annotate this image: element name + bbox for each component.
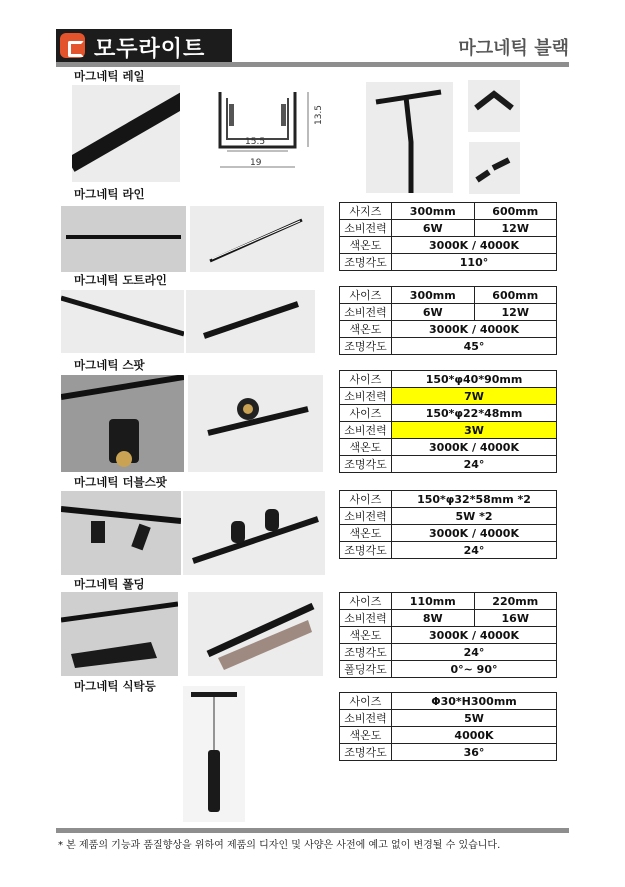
spec-table-line — [339, 202, 557, 271]
spec-label: 사이즈 — [340, 287, 392, 304]
spec-label: 소비전력 — [340, 220, 392, 237]
spec-label: 소비전력 — [340, 304, 392, 321]
table-row — [340, 491, 557, 508]
spec-value: 6W — [392, 304, 475, 321]
spec-table-double-spot — [339, 490, 557, 559]
spec-label: 조명각도 — [340, 542, 392, 559]
spec-label: 조명각도 — [340, 644, 392, 661]
spec-value: 4000K — [392, 727, 557, 744]
spec-label: 사이즈 — [340, 693, 392, 710]
table-row — [340, 525, 557, 542]
spec-label: 사지즈 — [340, 203, 392, 220]
spec-value: 6W — [392, 220, 475, 237]
table-row — [340, 593, 557, 610]
table-row — [340, 338, 557, 355]
spec-value: 3000K / 4000K — [392, 237, 557, 254]
table-row — [340, 405, 557, 422]
section-title-folding: 마그네틱 폴딩 — [74, 577, 145, 591]
section-title-spot: 마그네틱 스팟 — [74, 358, 145, 372]
table-row — [340, 644, 557, 661]
table-row — [340, 237, 557, 254]
rail-corner-connector-photo — [468, 80, 520, 132]
rail-dim-inner: 15.5 — [245, 137, 266, 147]
spec-value: 300mm — [392, 203, 475, 220]
spec-label: 조명각도 — [340, 456, 392, 473]
table-row — [340, 371, 557, 388]
table-row — [340, 710, 557, 727]
spec-table-dot-line — [339, 286, 557, 355]
spec-value: 3000K / 4000K — [392, 525, 557, 542]
spec-value: 3000K / 4000K — [392, 627, 557, 644]
spec-value: 24° — [392, 644, 557, 661]
table-row — [340, 304, 557, 321]
page-title: 마그네틱 블랙 — [458, 38, 569, 59]
spec-label: 소비전력 — [340, 710, 392, 727]
header-divider — [56, 62, 569, 67]
spot-photo — [61, 375, 184, 472]
folding-photo — [61, 592, 178, 676]
spec-value: 45° — [392, 338, 557, 355]
spec-value: 600mm — [474, 203, 557, 220]
spec-value: 600mm — [474, 287, 557, 304]
table-row — [340, 610, 557, 627]
spec-label: 폴딩각도 — [340, 661, 392, 678]
table-row — [340, 287, 557, 304]
section-title-dot-line: 마그네틱 도트라인 — [74, 273, 167, 287]
rail-install-photo — [366, 82, 453, 193]
spec-value: 5W — [392, 710, 557, 727]
spec-label: 조명각도 — [340, 254, 392, 271]
table-row — [340, 542, 557, 559]
rail-dim-outer: 19 — [250, 158, 262, 168]
section-title-pendant: 마그네틱 식탁등 — [74, 679, 156, 693]
spec-value: 110° — [392, 254, 557, 271]
spec-label: 색온도 — [340, 237, 392, 254]
spec-table-pendant — [339, 692, 557, 761]
folding-detail-photo — [188, 592, 323, 676]
spec-value: 150*φ32*58mm *2 — [392, 491, 557, 508]
spec-label: 색온도 — [340, 627, 392, 644]
spec-label: 소비전력 — [340, 508, 392, 525]
spec-label: 사이즈 — [340, 371, 392, 388]
section-title-rail: 마그네틱 레일 — [74, 69, 145, 83]
spec-value: 5W *2 — [392, 508, 557, 525]
spec-value: 150*φ40*90mm — [392, 371, 557, 388]
table-row — [340, 439, 557, 456]
spec-label: 소비전력 — [340, 610, 392, 627]
pendant-photo — [183, 686, 245, 822]
spec-value: 110mm — [392, 593, 475, 610]
spec-label: 색온도 — [340, 439, 392, 456]
spec-table-folding — [339, 592, 557, 678]
double-spot-photo — [61, 491, 181, 575]
table-row — [340, 456, 557, 473]
spec-value: 0°~ 90° — [392, 661, 557, 678]
spec-value: 8W — [392, 610, 475, 627]
rail-power-connector-photo — [469, 142, 520, 194]
spec-value: 3000K / 4000K — [392, 439, 557, 456]
spot-detail-photo — [188, 375, 323, 472]
spec-label: 소비전력 — [340, 388, 392, 405]
spec-label: 사이즈 — [340, 593, 392, 610]
spec-label: 소비전력 — [340, 422, 392, 439]
spec-value: 24° — [392, 456, 557, 473]
spec-label: 조명각도 — [340, 338, 392, 355]
spec-value: 3000K / 4000K — [392, 321, 557, 338]
rail-dim-height: 13.5 — [314, 104, 325, 126]
rail-cross-section-diagram — [205, 84, 335, 184]
section-title-double-spot: 마그네틱 더블스팟 — [74, 475, 167, 489]
table-row — [340, 254, 557, 271]
rail-photo — [72, 85, 180, 182]
table-row — [340, 321, 557, 338]
table-row — [340, 727, 557, 744]
spec-value: 12W — [474, 220, 557, 237]
section-title-line: 마그네틱 라인 — [74, 187, 145, 201]
table-row — [340, 508, 557, 525]
logo-mark-icon — [60, 33, 85, 58]
spec-value-highlighted: 3W — [392, 422, 557, 439]
footer-note: * 본 제품의 기능과 품질향상을 위하여 제품의 디자인 및 사양은 사전에 예고 없이 변경될 수 있습니다. — [58, 840, 501, 851]
spec-label: 색온도 — [340, 727, 392, 744]
spec-value: 220mm — [474, 593, 557, 610]
table-row — [340, 422, 557, 439]
spec-table-spot — [339, 370, 557, 473]
spec-label: 색온도 — [340, 321, 392, 338]
line-photo — [61, 206, 186, 272]
line-detail-photo — [190, 206, 324, 272]
table-row — [340, 388, 557, 405]
double-spot-detail-photo — [183, 491, 325, 575]
spec-label: 사이즈 — [340, 405, 392, 422]
table-row — [340, 693, 557, 710]
footer-divider — [56, 828, 569, 833]
table-row — [340, 203, 557, 220]
brand-logo — [56, 29, 232, 62]
brand-name: 모두라이트 — [94, 37, 206, 62]
spec-value: 12W — [474, 304, 557, 321]
spec-label: 사이즈 — [340, 491, 392, 508]
spec-label: 조명각도 — [340, 744, 392, 761]
table-row — [340, 661, 557, 678]
spec-label: 색온도 — [340, 525, 392, 542]
spec-value: 24° — [392, 542, 557, 559]
spec-value: Φ30*H300mm — [392, 693, 557, 710]
spec-value-highlighted: 7W — [392, 388, 557, 405]
dot-line-detail-photo — [186, 290, 315, 353]
spec-value: 150*φ22*48mm — [392, 405, 557, 422]
table-row — [340, 744, 557, 761]
table-row — [340, 220, 557, 237]
spec-value: 16W — [474, 610, 557, 627]
spec-value: 300mm — [392, 287, 475, 304]
table-row — [340, 627, 557, 644]
dot-line-photo — [61, 290, 184, 353]
spec-value: 36° — [392, 744, 557, 761]
